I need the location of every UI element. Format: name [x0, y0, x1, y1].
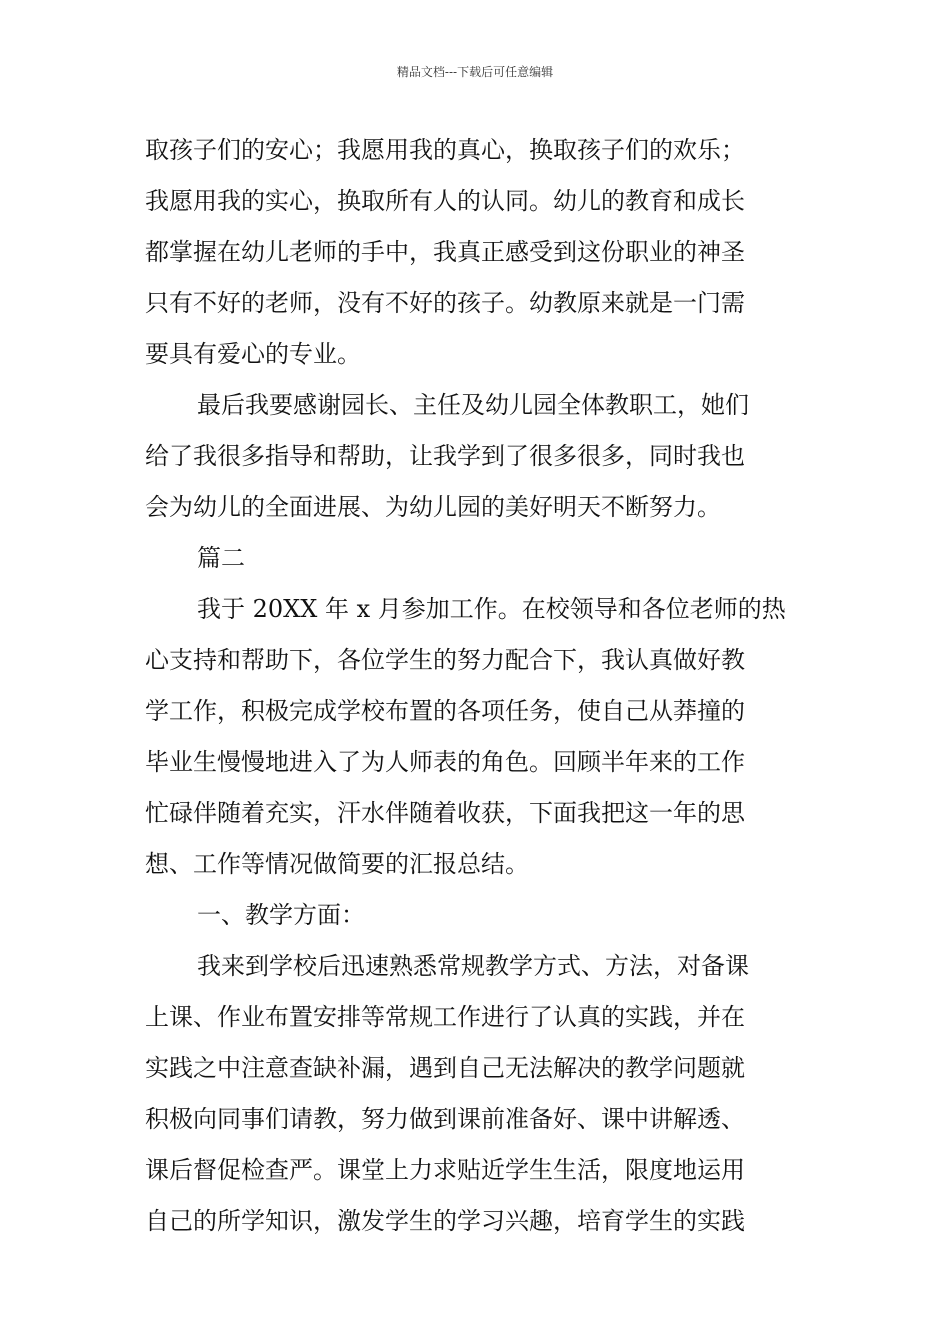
text-line: 给了我很多指导和帮助，让我学到了很多很多，同时我也: [145, 442, 745, 470]
document-body: [145, 125, 817, 1247]
text-line: 要具有爱心的专业。: [145, 340, 361, 368]
text-line: 我于 20XX 年 x 月参加工作。在校领导和各位老师的热: [197, 595, 786, 623]
text-line: 我来到学校后迅速熟悉常规教学方式、方法，对备课: [197, 952, 749, 980]
text-line: 篇二: [197, 544, 245, 572]
text-line: 学工作，积极完成学校布置的各项任务，使自己从莽撞的: [145, 697, 745, 725]
text-line: 一、教学方面：: [197, 901, 365, 929]
text-line: 取孩子们的安心；我愿用我的真心，换取孩子们的欢乐；: [145, 136, 745, 164]
text-line: 自己的所学知识，激发学生的学习兴趣，培育学生的实践: [145, 1207, 745, 1235]
page-header: 精品文档---下载后可任意编辑: [396, 65, 554, 79]
text-line: 会为幼儿的全面进展、为幼儿园的美好明天不断努力。: [145, 493, 721, 521]
text-line: 毕业生慢慢地进入了为人师表的角色。回顾半年来的工作: [145, 748, 745, 776]
text-line: 课后督促检查严。课堂上力求贴近学生生活，限度地运用: [145, 1156, 745, 1184]
text-line: 上课、作业布置安排等常规工作进行了认真的实践，并在: [145, 1003, 745, 1031]
text-line: 最后我要感谢园长、主任及幼儿园全体教职工，她们: [197, 391, 749, 419]
text-line: 都掌握在幼儿老师的手中，我真正感受到这份职业的神圣: [145, 238, 745, 266]
text-line: 我愿用我的实心，换取所有人的认同。幼儿的教育和成长: [145, 187, 745, 215]
text-line: 实践之中注意查缺补漏，遇到自己无法解决的教学问题就: [145, 1054, 745, 1082]
text-line: 忙碌伴随着充实，汗水伴随着收获，下面我把这一年的思: [145, 799, 745, 827]
text-line: 心支持和帮助下，各位学生的努力配合下，我认真做好教: [145, 646, 745, 674]
text-line: 想、工作等情况做简要的汇报总结。: [145, 850, 529, 878]
text-line: 积极向同事们请教，努力做到课前准备好、课中讲解透、: [145, 1105, 745, 1133]
text-line: 只有不好的老师，没有不好的孩子。幼教原来就是一门需: [145, 289, 745, 317]
